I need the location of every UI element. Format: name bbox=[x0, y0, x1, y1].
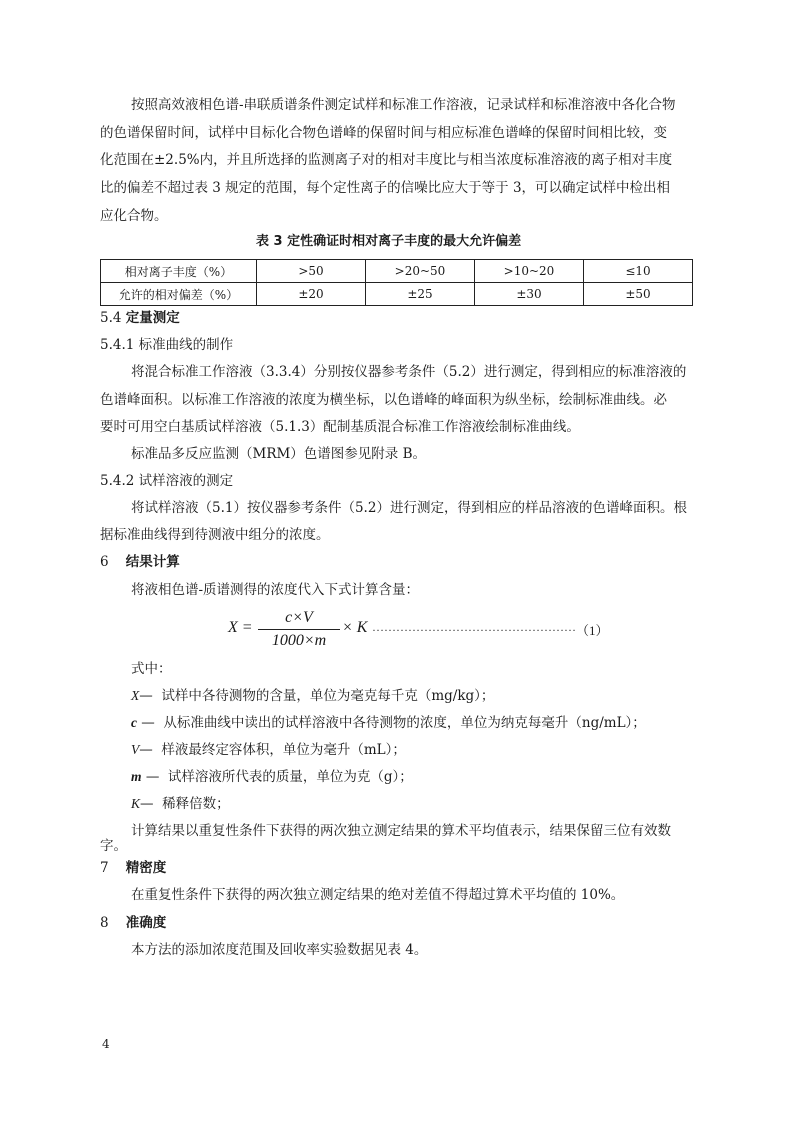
table-cell: ±50 bbox=[584, 283, 693, 306]
section-5-4-1-line-1: 将混合标准工作溶液（3.3.4）分别按仪器参考条件（5.2）进行测定，得到相应的标准溶液的 bbox=[131, 364, 687, 380]
var-symbol: m bbox=[131, 769, 142, 784]
formula-equation-number: （1） bbox=[576, 623, 609, 638]
intro-line-3: 化范围在±2.5%内，并且所选择的监测离子对的相对丰度比与相当浓度标准溶液的离子相对丰度 bbox=[100, 152, 673, 168]
section-5-4-heading bbox=[100, 308, 180, 328]
table-cell: 相对离子丰度（%） bbox=[101, 260, 257, 283]
section-7-heading bbox=[100, 858, 166, 878]
var-description: 试样溶液所代表的质量，单位为克（g）； bbox=[167, 769, 413, 785]
section-5-4-1-line-2: 色谱峰面积。以标准工作溶液的浓度为横坐标，以色谱峰的峰面积为纵坐标，绘制标准曲线。必 bbox=[100, 392, 667, 408]
var-dash: — bbox=[145, 769, 160, 785]
formula-denominator: 1000×m bbox=[271, 632, 327, 649]
table-cell: ≤10 bbox=[584, 260, 693, 283]
section-5-4-2-heading: 5.4.2 试样溶液的测定 bbox=[100, 473, 234, 489]
formula-leader-dots: …………………………………………… bbox=[372, 620, 576, 634]
fraction-bar bbox=[258, 629, 340, 630]
section-number: 6 bbox=[100, 554, 109, 570]
section-7-text: 在重复性条件下获得的两次独立测定结果的绝对差值不得超过算术平均值的 10%。 bbox=[131, 887, 625, 903]
section-8-heading bbox=[100, 913, 166, 933]
var-dash: — bbox=[139, 688, 153, 704]
var-m-definition bbox=[131, 767, 413, 787]
table-cell: 允许的相对偏差（%） bbox=[101, 283, 257, 306]
section-5-4-1-line-3: 要时可用空白基质试样溶液（5.1.3）配制基质混合标准工作溶液绘制标准曲线。 bbox=[100, 419, 580, 435]
formula-fraction bbox=[258, 608, 340, 651]
var-description: 样液最终定容体积，单位为毫升（mL）； bbox=[161, 742, 406, 758]
var-symbol: c bbox=[131, 715, 137, 730]
intro-line-4: 比的偏差不超过表 3 规定的范围，每个定性离子的信噪比应大于等于 3，可以确定试样中检出相 bbox=[100, 180, 671, 196]
section-title: 精密度 bbox=[125, 860, 167, 876]
section-number: 5.4 bbox=[100, 310, 122, 326]
result-line-1: 计算结果以重复性条件下获得的两次独立测定结果的算术平均值表示，结果保留三位有效数 bbox=[131, 823, 671, 839]
var-c-definition bbox=[131, 713, 646, 733]
section-5-4-1-heading: 5.4.1 标准曲线的制作 bbox=[100, 337, 234, 353]
section-title: 准确度 bbox=[125, 915, 167, 931]
var-symbol: K bbox=[131, 796, 141, 811]
table3 bbox=[100, 259, 693, 306]
formula-rhs: × K bbox=[342, 619, 368, 636]
result-line-2: 字。 bbox=[100, 838, 127, 854]
section-5-4-1-note: 标准品多反应监测（MRM）色谱图参见附录 B。 bbox=[131, 446, 427, 462]
var-description: 试样中各待测物的含量，单位为毫克每千克（mg/kg）； bbox=[161, 688, 495, 704]
var-k-definition bbox=[131, 794, 230, 814]
table-row bbox=[101, 260, 693, 283]
section-number: 7 bbox=[100, 860, 109, 876]
formula-lhs: X = bbox=[228, 619, 253, 636]
section-6-heading bbox=[100, 552, 180, 572]
table-row bbox=[101, 283, 693, 306]
where-label: 式中： bbox=[131, 661, 172, 677]
var-description: 从标准曲线中读出的试样溶液中各待测物的浓度，单位为纳克每毫升（ng/mL）； bbox=[163, 715, 646, 731]
var-symbol: V bbox=[131, 742, 140, 757]
intro-line-5: 应化合物。 bbox=[100, 208, 168, 224]
table-cell: >20~50 bbox=[366, 260, 475, 283]
var-dash: — bbox=[139, 742, 153, 758]
var-x-definition bbox=[131, 686, 494, 706]
section-title: 定量测定 bbox=[125, 310, 180, 326]
formula-1 bbox=[228, 608, 698, 650]
var-description: 稀释倍数； bbox=[162, 796, 230, 812]
formula-numerator: c×V bbox=[285, 609, 313, 626]
section-title: 结果计算 bbox=[125, 554, 180, 570]
section-number: 8 bbox=[100, 915, 109, 931]
section-5-4-2-line-1: 将试样溶液（5.1）按仪器参考条件（5.2）进行测定，得到相应的样品溶液的色谱峰面积。根 bbox=[131, 500, 687, 516]
table3-caption: 表 3 定性确证时相对离子丰度的最大允许偏差 bbox=[256, 234, 522, 249]
var-dash: — bbox=[141, 715, 155, 731]
section-8-text: 本方法的添加浓度范围及回收率实验数据见表 4。 bbox=[131, 942, 428, 958]
section-5-4-2-line-2: 据标准曲线得到待测液中组分的浓度。 bbox=[100, 527, 330, 543]
var-symbol: X bbox=[131, 688, 140, 703]
var-dash: — bbox=[140, 796, 154, 812]
intro-line-1: 按照高效液相色谱-串联质谱条件测定试样和标准工作溶液，记录试样和标准溶液中各化合物 bbox=[131, 97, 676, 113]
table-cell: ±20 bbox=[257, 283, 366, 306]
table-cell: >50 bbox=[257, 260, 366, 283]
intro-line-2: 的色谱保留时间，试样中目标化合物色谱峰的保留时间与相应标准色谱峰的保留时间相比较，变 bbox=[100, 125, 667, 141]
section-6-intro: 将液相色谱-质谱测得的浓度代入下式计算含量： bbox=[131, 582, 420, 598]
table-cell: ±30 bbox=[475, 283, 584, 306]
page-number: 4 bbox=[102, 1037, 110, 1051]
table-cell: >10~20 bbox=[475, 260, 584, 283]
var-v-definition bbox=[131, 740, 406, 760]
table-cell: ±25 bbox=[366, 283, 475, 306]
